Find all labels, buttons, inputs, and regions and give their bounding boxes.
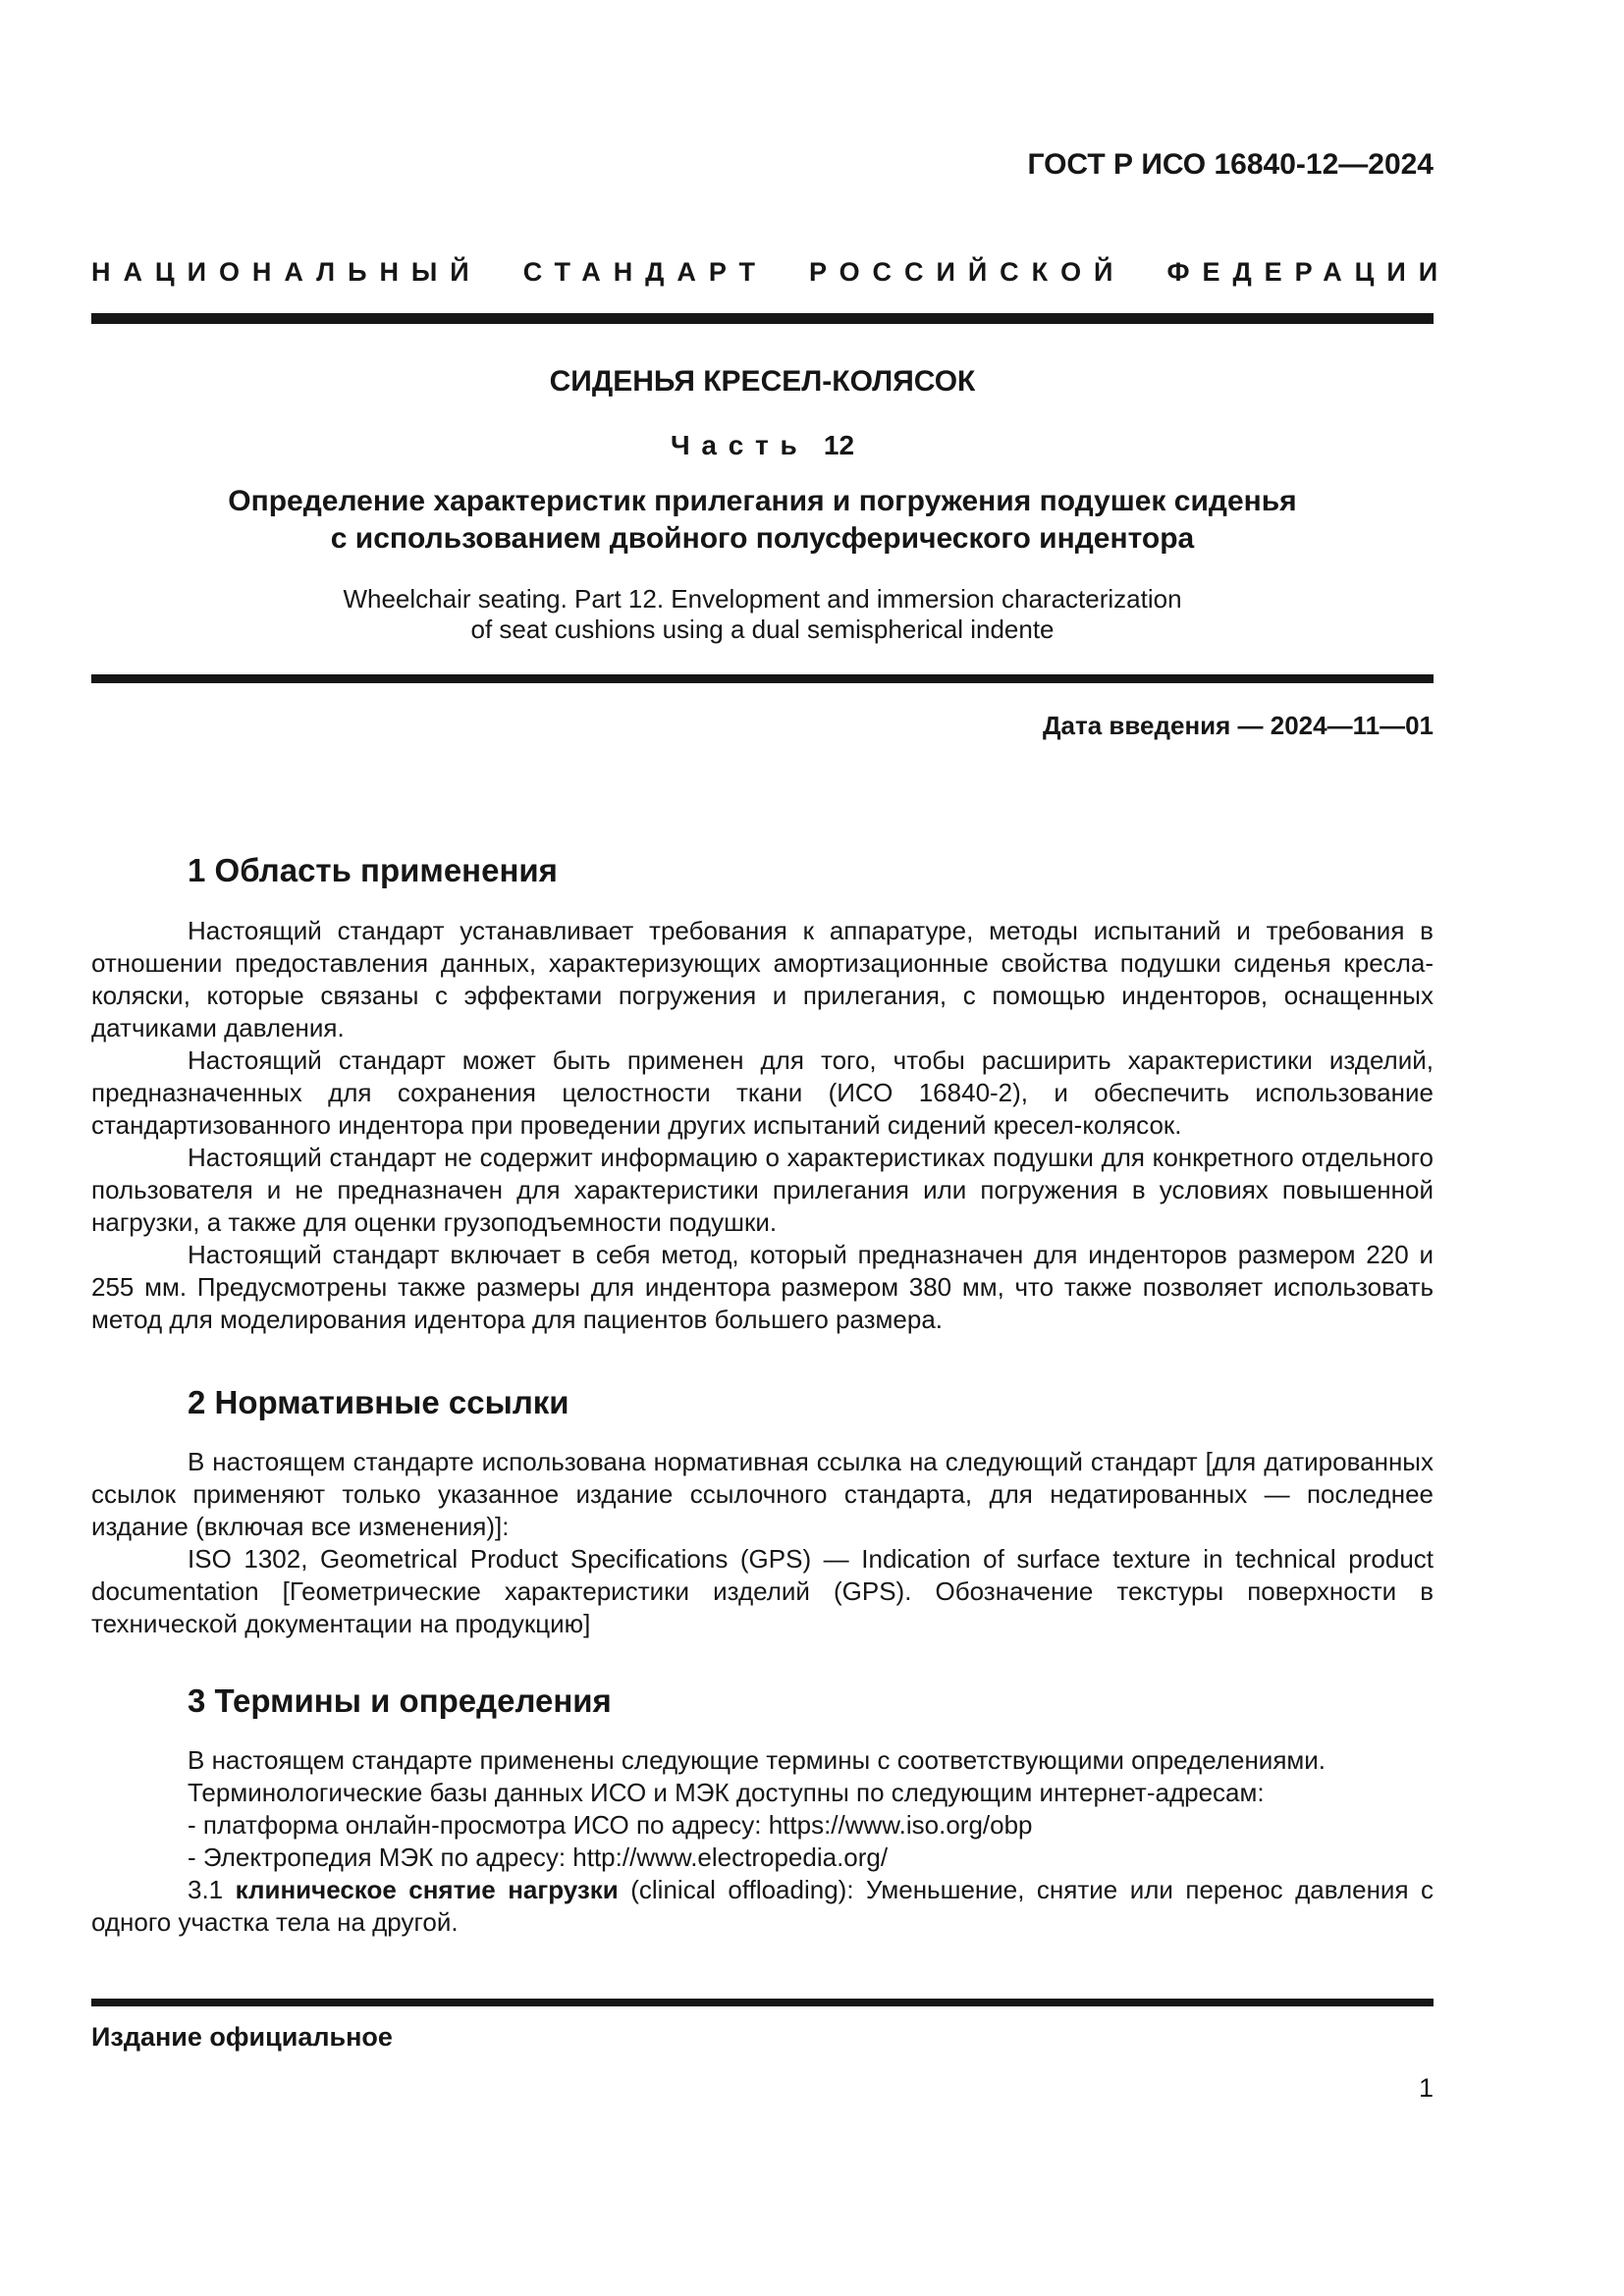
term-number: 3.1	[188, 1875, 224, 1904]
section-1-paragraph: Настоящий стандарт включает в себя метод, который предназначен для инденторов размером 220 и 255 мм. Предусмотрены также размеры для индентора размером 380 мм, что также позволяет использовать метод для моделирования идентора для пациентов большего размера.	[91, 1240, 1434, 1334]
subtitle-russian-line2: с использованием двойного полусферического индентора	[330, 522, 1195, 555]
section-3-paragraph: Терминологические базы данных ИСО и МЭК доступны по следующим интернет-адресам:	[188, 1778, 1265, 1807]
subtitle-english	[91, 584, 1434, 645]
section-3-heading: 3 Термины и определения	[188, 1682, 612, 1719]
national-standard-banner: НАЦИОНАЛЬНЫЙ СТАНДАРТ РОССИЙСКОЙ ФЕДЕРАЦИИ	[91, 257, 1451, 287]
term-text: (clinical offloading): Уменьшение, снятие или перенос давления с одного участка тела на другой.	[91, 1875, 1434, 1937]
list-item-electropedia: - Электропедия МЭК по адресу: http://www.electropedia.org/	[188, 1842, 889, 1872]
part-line	[91, 429, 1434, 462]
subtitle-russian	[91, 483, 1434, 558]
subtitle-english-line2: of seat cushions using a dual semispherical indente	[470, 614, 1055, 644]
section-2-reference: ISO 1302, Geometrical Product Specifications (GPS) — Indication of surface texture in technical product documentation [Геометрические характеристики изделий (GPS). Обозначение текстуры поверхности в технической документации на продукцию]	[91, 1544, 1434, 1638]
subtitle-english-line1: Wheelchair seating. Part 12. Envelopment and immersion characterization	[343, 584, 1182, 614]
section-3-paragraph: В настоящем стандарте применены следующие термины с соответствующими определениями.	[188, 1745, 1326, 1775]
part-word: Часть	[670, 430, 809, 460]
section-2-heading: 2 Нормативные ссылки	[188, 1384, 569, 1420]
official-edition-note: Издание официальное	[91, 2022, 393, 2052]
section-1-heading: 1 Область применения	[188, 852, 558, 888]
section-1-paragraph: Настоящий стандарт не содержит информацию о характеристиках подушки для конкретного отдельного пользователя и не предназначен для характеристики прилегания или погружения в условиях повышенной нагрузки, а также для оценки грузоподъемности подушки.	[91, 1143, 1434, 1237]
section-1-paragraph: Настоящий стандарт может быть применен для того, чтобы расширить характеристики изделий, предназначенных для сохранения целостности ткани (ИСО 16840-2), и обеспечить использование стандартизованного индентора при проведении других испытаний сидений кресел-колясок.	[91, 1045, 1434, 1140]
term-definition-3-1	[91, 1874, 1434, 1939]
page-number: 1	[1418, 2073, 1434, 2103]
document-title: СИДЕНЬЯ КРЕСЕЛ-КОЛЯСОК	[549, 365, 976, 398]
list-item-iso-obp: - платформа онлайн-просмотра ИСО по адресу: https://www.iso.org/obp	[188, 1810, 1033, 1840]
footer-divider	[91, 1999, 1434, 2006]
page-content	[91, 0, 1451, 1939]
part-number: 12	[823, 430, 855, 460]
section-2-paragraph: В настоящем стандарте использована нормативная ссылка на следующий стандарт [для датированных ссылок применяют только указанное издание ссылочного стандарта, для недатированных — последнее издание (включая все изменения)]:	[91, 1447, 1434, 1541]
doc-code: ГОСТ Р ИСО 16840-12—2024	[1027, 148, 1434, 181]
title-divider	[91, 674, 1434, 683]
top-divider	[91, 313, 1434, 324]
section-1-paragraph: Настоящий стандарт устанавливает требования к аппаратуре, методы испытаний и требования в отношении предоставления данных, характеризующих амортизационные свойства подушки сиденья кресла-коляски, которые связаны с эффектами погружения и прилегания, с помощью инденторов, оснащенных датчиками давления.	[91, 916, 1434, 1042]
effective-date: Дата введения — 2024—11—01	[1043, 711, 1434, 740]
subtitle-russian-line1: Определение характеристик прилегания и погружения подушек сиденья	[228, 485, 1297, 517]
term-name: клиническое снятие нагрузки	[235, 1875, 619, 1904]
